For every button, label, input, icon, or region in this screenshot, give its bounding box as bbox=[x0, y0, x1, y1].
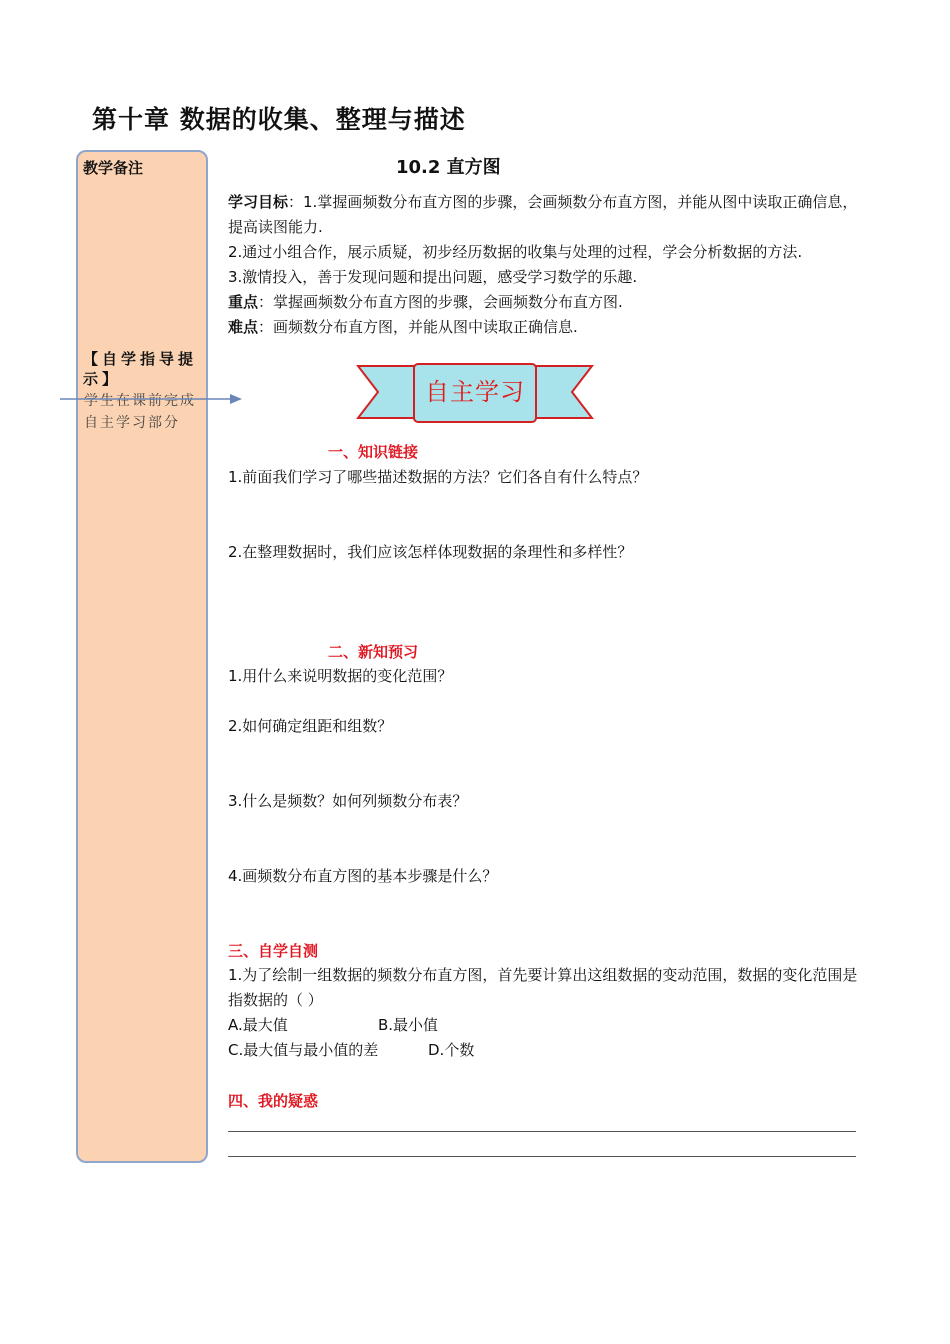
objectives-line-2: 2.通过小组合作，展示质疑，初步经历数据的收集与处理的过程，学会分析数据的方法. bbox=[228, 243, 803, 261]
objectives-line-1: ：1.掌握画频数分布直方图的步骤，会画频数分布直方图，并能从图中读取正确信息，提高读图能力. bbox=[228, 193, 858, 236]
difficulty-text: ：画频数分布直方图，并能从图中读取正确信息. bbox=[258, 318, 578, 336]
difficulty bbox=[228, 315, 578, 340]
option-d: D.个数 bbox=[428, 1041, 475, 1059]
part4-title: 四、我的疑惑 bbox=[228, 1092, 319, 1110]
part2-question-1: 1.用什么来说明数据的变化范围？ bbox=[228, 667, 453, 685]
key-point bbox=[228, 290, 623, 315]
part2-question-2: 2.如何确定组距和组数？ bbox=[228, 717, 393, 735]
part3-title: 三、自学自测 bbox=[228, 942, 319, 960]
part3-question: 1.为了绘制一组数据的频数分布直方图，首先要计算出这组数据的变动范围，数据的变化范围是指数据的（ ） bbox=[228, 966, 858, 1009]
chapter-title: 第十章 数据的收集、整理与描述 bbox=[92, 105, 466, 134]
part2-title: 二、新知预习 bbox=[328, 643, 419, 661]
self-study-guide-text: 学生在课前完成自主学习部分 bbox=[84, 393, 196, 431]
banner-text: 自主学习 bbox=[425, 378, 525, 406]
section-title: 10.2 直方图 bbox=[396, 157, 501, 178]
part1-title: 一、知识链接 bbox=[328, 443, 419, 461]
key-point-text: ：掌握画频数分布直方图的步骤，会画频数分布直方图. bbox=[258, 293, 623, 311]
part2-question-3: 3.什么是频数？如何列频数分布表？ bbox=[228, 792, 468, 810]
answer-line bbox=[228, 1131, 856, 1132]
part2-question-4: 4.画频数分布直方图的基本步骤是什么？ bbox=[228, 867, 498, 885]
answer-line bbox=[228, 1156, 856, 1157]
option-c: C.最大值与最小值的差 bbox=[228, 1041, 379, 1059]
option-a: A.最大值 bbox=[228, 1016, 288, 1034]
difficulty-label: 难点 bbox=[228, 318, 259, 336]
part1-question-1: 1.前面我们学习了哪些描述数据的方法？它们各自有什么特点？ bbox=[228, 468, 648, 486]
part1-question-2: 2.在整理数据时，我们应该怎样体现数据的条理性和多样性？ bbox=[228, 543, 633, 561]
learning-objectives bbox=[228, 190, 864, 240]
arrow-right-icon bbox=[60, 392, 244, 406]
option-b: B.最小值 bbox=[378, 1016, 439, 1034]
objectives-line-3: 3.激情投入，善于发现问题和提出问题，感受学习数学的乐趣. bbox=[228, 268, 638, 286]
objectives-label: 学习目标 bbox=[228, 193, 289, 211]
sidebar-heading: 教学备注 bbox=[83, 159, 144, 177]
self-study-guide-title: 【自学指导提示】 bbox=[83, 350, 198, 388]
teaching-notes-sidebar bbox=[76, 150, 208, 1163]
key-point-label: 重点 bbox=[228, 293, 259, 311]
